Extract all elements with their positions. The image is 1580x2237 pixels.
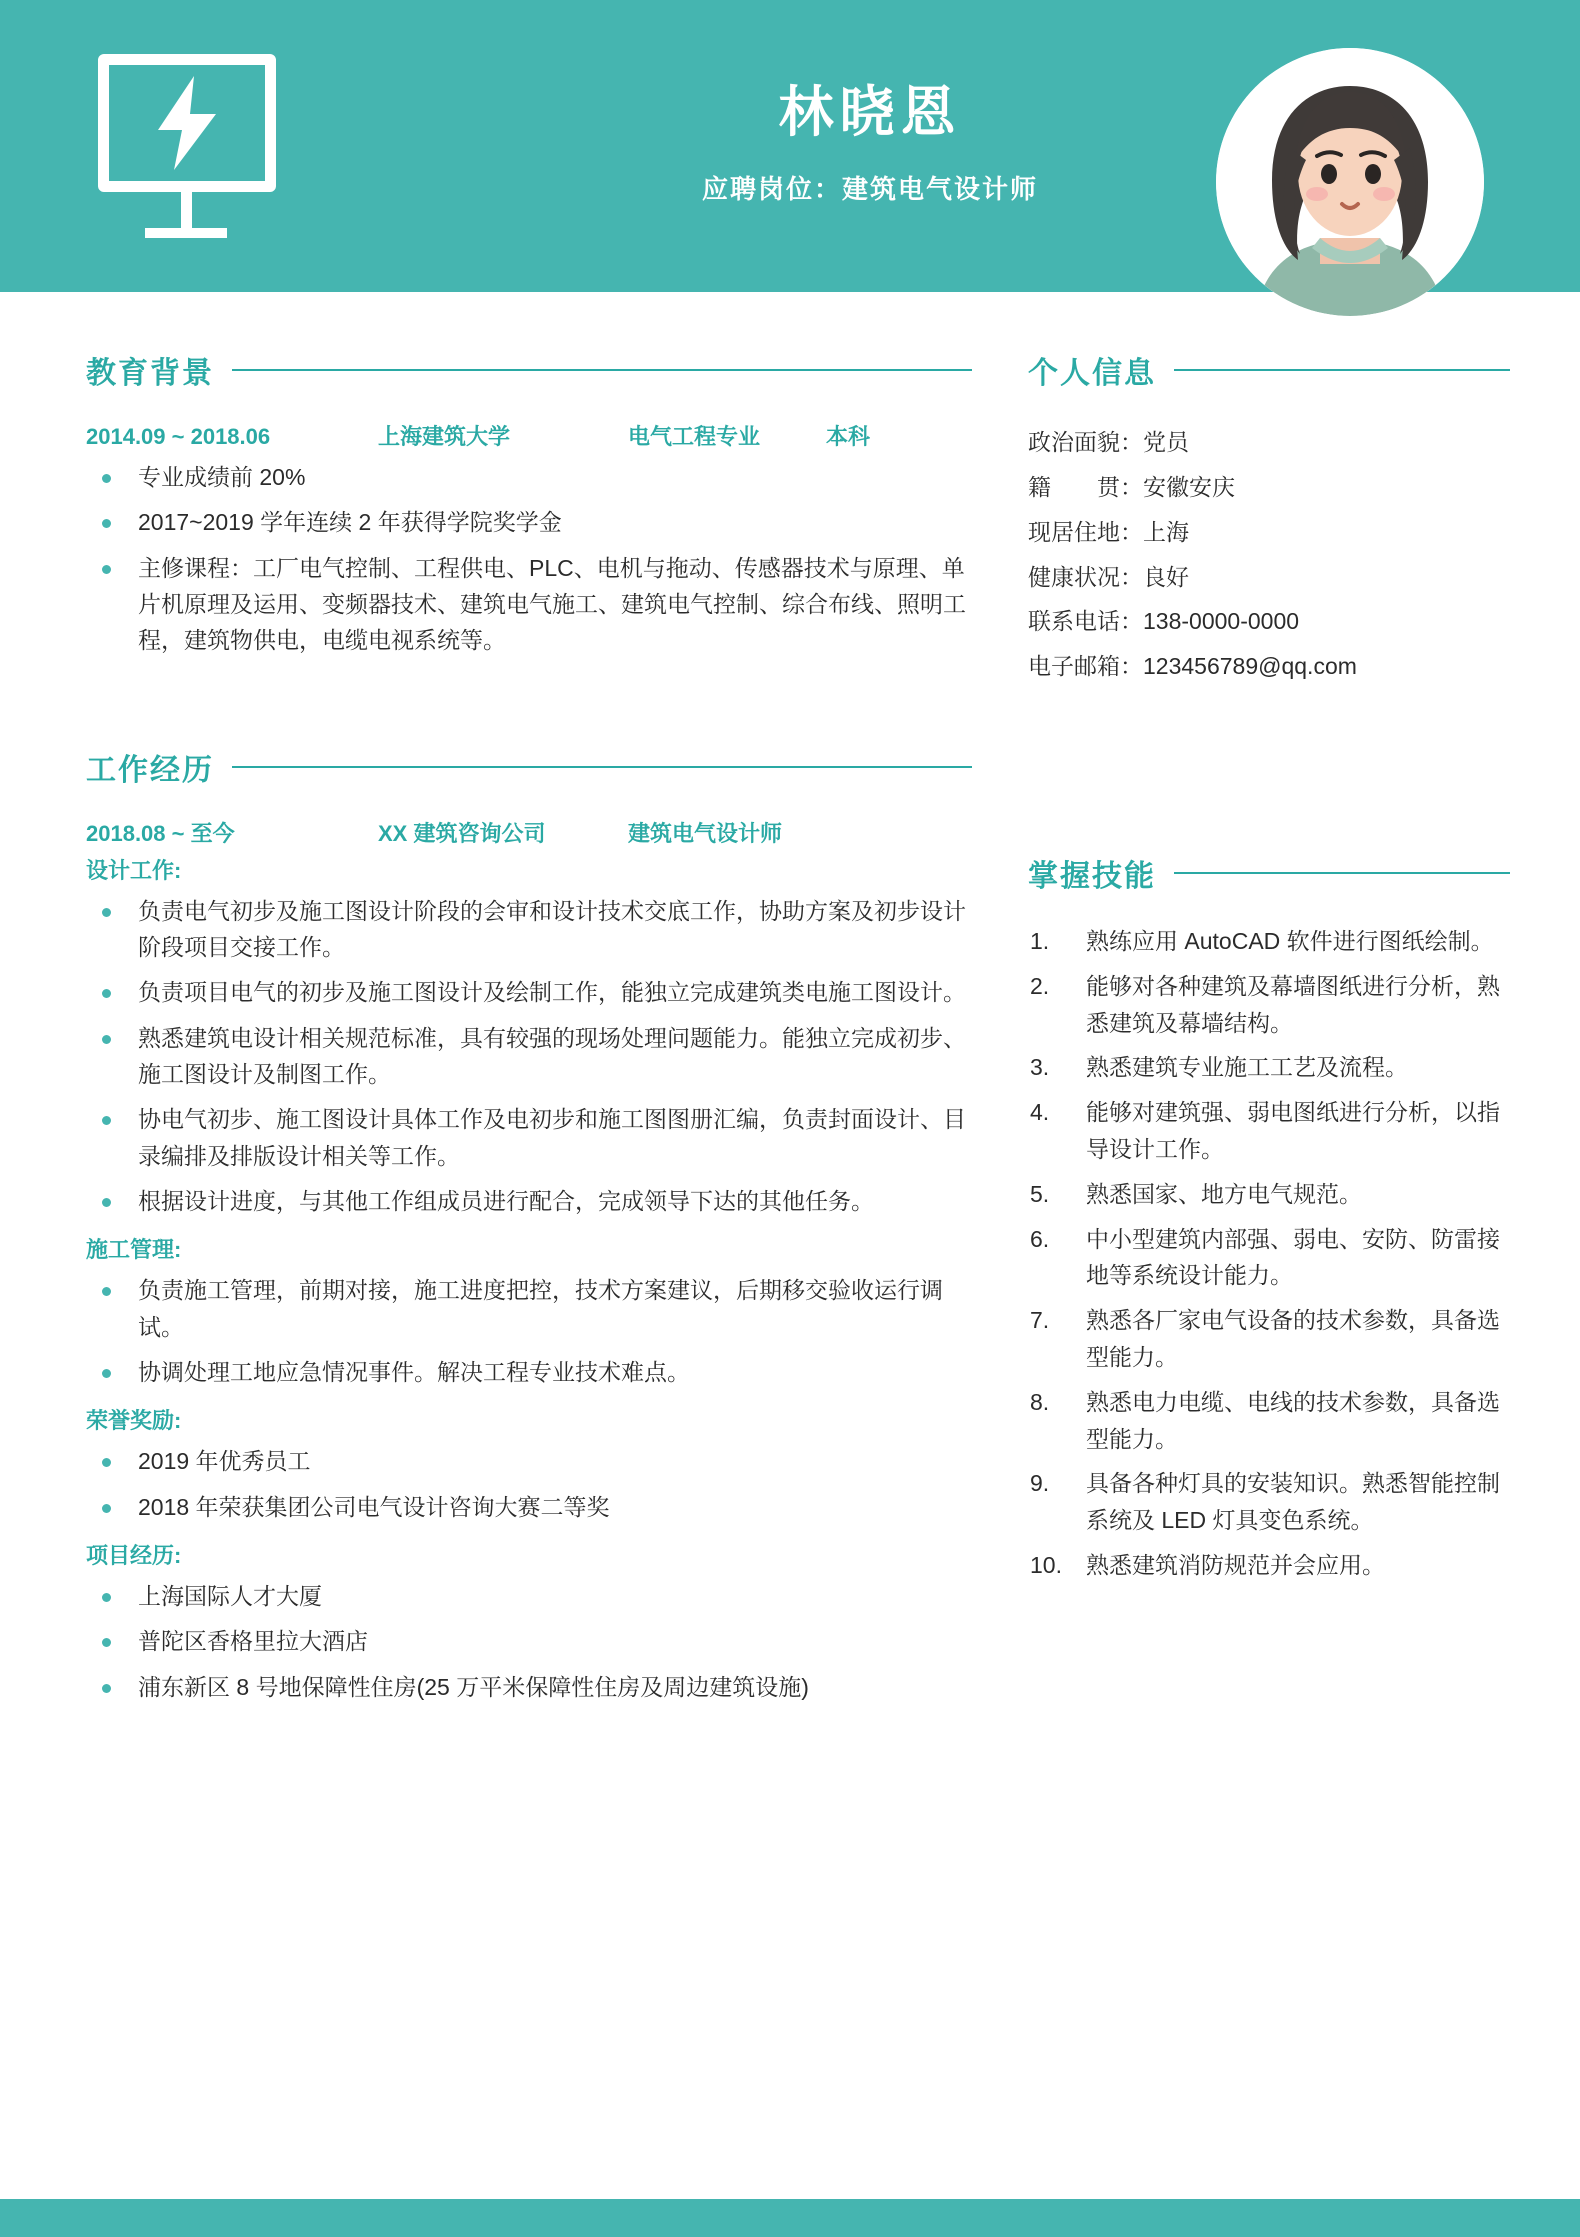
avatar bbox=[1216, 48, 1484, 316]
list-item: 上海国际人才大厦 bbox=[86, 1578, 972, 1614]
list-item: 专业成绩前 20% bbox=[86, 459, 972, 495]
experience-title: 工作经历 bbox=[86, 753, 214, 787]
skills-list bbox=[1028, 923, 1510, 1584]
heading-rule bbox=[232, 369, 972, 371]
list-item: 负责项目电气的初步及施工图设计及绘制工作，能独立完成建筑类电施工图设计。 bbox=[86, 974, 972, 1010]
skills-heading bbox=[1028, 851, 1510, 895]
experience-group-design bbox=[86, 893, 972, 1220]
group-label-design: 设计工作: bbox=[86, 857, 182, 883]
heading-rule bbox=[1174, 872, 1510, 874]
section-skills bbox=[1028, 851, 1510, 1584]
personal-info-list bbox=[1028, 420, 1510, 689]
info-political-status: 政治面貌：党员 bbox=[1028, 429, 1189, 455]
personal-info-title: 个人信息 bbox=[1028, 357, 1156, 390]
group-label-projects: 项目经历: bbox=[86, 1542, 182, 1568]
list-item: 协电气初步、施工图设计具体工作及电初步和施工图图册汇编，负责封面设计、目录编排及排版设计相关等工作。 bbox=[86, 1101, 972, 1174]
experience-group-projects bbox=[86, 1578, 972, 1705]
footer-bar bbox=[0, 2199, 1580, 2237]
list-item: 熟悉建筑电设计相关规范标准，具有较强的现场处理问题能力。能独立完成初步、施工图设计及制图工作。 bbox=[86, 1020, 972, 1093]
experience-group-construction bbox=[86, 1272, 972, 1390]
education-bullets bbox=[86, 459, 972, 659]
experience-group-awards bbox=[86, 1443, 972, 1525]
list-item: 能够对建筑强、弱电图纸进行分析，以指导设计工作。 bbox=[1086, 1099, 1500, 1163]
list-item: 熟悉国家、地方电气规范。 bbox=[1086, 1180, 1362, 1207]
list-item: 普陀区香格里拉大酒店 bbox=[86, 1623, 972, 1659]
experience-date: 2018.08 ~ 至今 bbox=[86, 820, 235, 846]
experience-heading bbox=[86, 745, 972, 789]
left-column bbox=[0, 292, 1000, 1761]
list-item: 2017~2019 学年连续 2 年获得学院奖学金 bbox=[86, 504, 972, 540]
list-item: 2019 年优秀员工 bbox=[86, 1443, 972, 1479]
lightning-sign-icon bbox=[90, 46, 280, 236]
list-item: 熟悉建筑专业施工工艺及流程。 bbox=[1086, 1054, 1408, 1081]
education-date: 2014.09 ~ 2018.06 bbox=[86, 424, 271, 449]
skills-title: 掌握技能 bbox=[1028, 860, 1156, 894]
list-item: 熟悉电力电缆、电线的技术参数，具备选型能力。 bbox=[1086, 1388, 1500, 1452]
list-item: 2018 年荣获集团公司电气设计咨询大赛二等奖 bbox=[86, 1489, 972, 1525]
group-label-construction: 施工管理: bbox=[86, 1237, 182, 1263]
heading-rule bbox=[232, 766, 972, 768]
candidate-role: 应聘岗位：建筑电气设计师 bbox=[701, 173, 1038, 204]
info-health: 健康状况：良好 bbox=[1028, 563, 1189, 590]
info-hometown: 籍 贯：安徽安庆 bbox=[1028, 473, 1235, 500]
personal-info-heading bbox=[1028, 348, 1510, 392]
heading-rule bbox=[1174, 369, 1510, 371]
list-item: 熟悉各厂家电气设备的技术参数，具备选型能力。 bbox=[1086, 1307, 1500, 1371]
list-item: 协调处理工地应急情况事件。解决工程专业技术难点。 bbox=[86, 1354, 972, 1390]
section-experience bbox=[86, 745, 972, 1705]
group-label-awards: 荣誉奖励: bbox=[86, 1408, 182, 1434]
section-education bbox=[86, 348, 972, 659]
list-item: 根据设计进度，与其他工作组成员进行配合，完成领导下达的其他任务。 bbox=[86, 1183, 972, 1219]
education-school: 上海建筑大学 bbox=[378, 424, 511, 449]
list-item: 具备各种灯具的安装知识。熟悉智能控制系统及 LED 灯具变色系统。 bbox=[1086, 1470, 1500, 1534]
list-item: 能够对各种建筑及幕墙图纸进行分析，熟悉建筑及幕墙结构。 bbox=[1086, 972, 1500, 1036]
info-email: 电子邮箱：123456789@qq.com bbox=[1028, 653, 1357, 680]
education-row bbox=[86, 420, 972, 451]
list-item: 负责施工管理，前期对接，施工进度把控，技术方案建议，后期移交验收运行调试。 bbox=[86, 1272, 972, 1345]
list-item: 浦东新区 8 号地保障性住房(25 万平米保障性住房及周边建筑设施) bbox=[86, 1669, 972, 1705]
resume-body bbox=[0, 292, 1580, 1761]
list-item: 中小型建筑内部强、弱电、安防、防雷接地等系统设计能力。 bbox=[1086, 1225, 1500, 1289]
list-item: 熟悉建筑消防规范并会应用。 bbox=[1086, 1552, 1385, 1579]
education-heading bbox=[86, 348, 972, 392]
experience-position: 建筑电气设计师 bbox=[628, 820, 783, 846]
education-title: 教育背景 bbox=[86, 357, 214, 390]
resume-header bbox=[0, 0, 1580, 292]
education-major: 电气工程专业 bbox=[628, 424, 761, 449]
info-residence: 现居住地：上海 bbox=[1028, 518, 1189, 545]
candidate-name: 林晓恩 bbox=[778, 81, 962, 144]
experience-row bbox=[86, 817, 972, 848]
info-phone: 联系电话：138-0000-0000 bbox=[1028, 608, 1300, 635]
list-item: 主修课程：工厂电气控制、工程供电、PLC、电机与拖动、传感器技术与原理、单片机原理及运用、变频器技术、建筑电气施工、建筑电气控制、综合布线、照明工程，建筑物供电，电缆电视系统等。 bbox=[86, 550, 972, 659]
list-item: 负责电气初步及施工图设计阶段的会审和设计技术交底工作，协助方案及初步设计阶段项目交接工作。 bbox=[86, 893, 972, 966]
section-personal-info bbox=[1028, 348, 1510, 689]
experience-company: XX 建筑咨询公司 bbox=[378, 820, 546, 846]
right-column bbox=[1000, 292, 1580, 1761]
education-degree: 本科 bbox=[826, 424, 871, 449]
list-item: 熟练应用 AutoCAD 软件进行图纸绘制。 bbox=[1086, 928, 1494, 955]
